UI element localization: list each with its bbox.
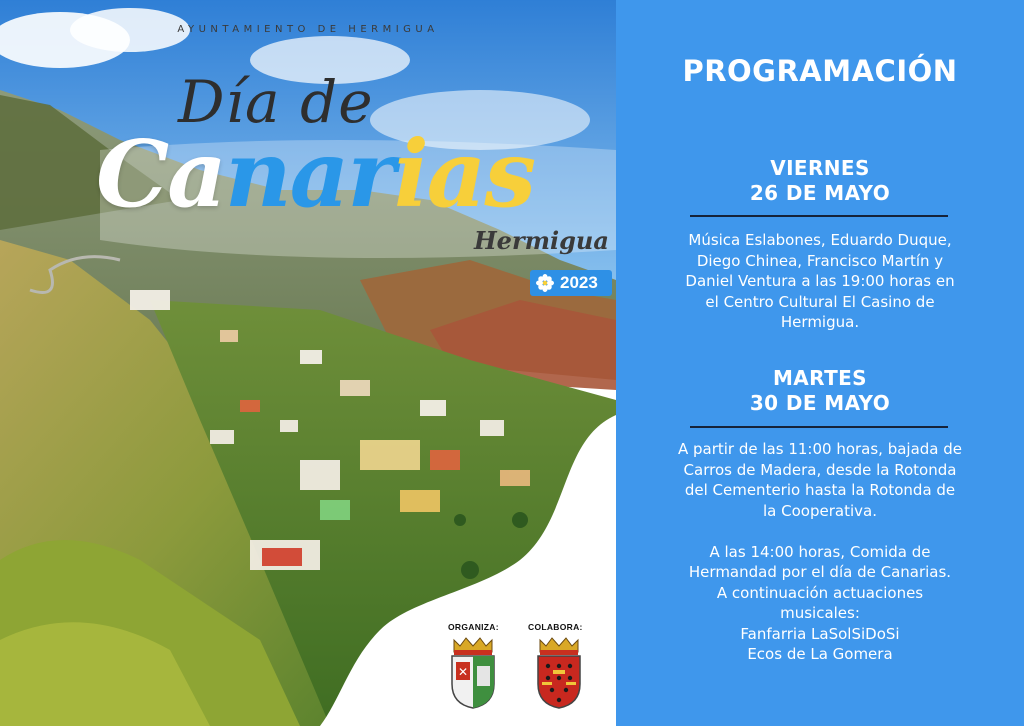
day-1-date: 26 DE MAYO — [749, 181, 891, 205]
flower-icon — [536, 274, 554, 292]
colabora-label: COLABORA: — [528, 622, 583, 632]
day-2-weekday: MARTES — [773, 366, 867, 390]
day-1-weekday: VIERNES — [770, 156, 870, 180]
svg-text:✕: ✕ — [458, 665, 469, 679]
program-title: PROGRAMACIÓN — [682, 54, 958, 88]
gomera-coat-of-arms-icon — [532, 636, 586, 710]
organiza-label: ORGANIZA: — [448, 622, 499, 632]
organizer-line: AYUNTAMIENTO DE HERMIGUA — [177, 24, 439, 35]
day-2-description: A partir de las 11:00 horas, bajada de Carros de Madera, desde la Rotonda del Cementerio hasta la Rotonda de la Cooperativa. A las 14:00 horas, Comida de Hermandad por el día de Canarias. A continuación actuaciones musicales: Fanfarria LaSolSiDoSi Ecos de La Gomera — [677, 440, 963, 663]
program-panel — [616, 0, 1024, 726]
logo-canarias — [96, 120, 535, 228]
logo-place: Hermigua — [474, 226, 609, 255]
logo-canarias-yellow: ias — [393, 120, 535, 228]
logo-canarias-blue: nar — [224, 120, 394, 228]
year-badge — [530, 270, 612, 296]
day-2-divider — [690, 426, 948, 428]
year-label: 2023 — [560, 273, 598, 292]
hermigua-coat-of-arms-icon — [446, 636, 500, 710]
day-1-divider — [690, 215, 948, 217]
day-1-description: Música Eslabones, Eduardo Duque, Diego Chinea, Francisco Martín y Daniel Ventura a las 19:00 horas en el Centro Cultural El Casino de Hermigua. — [685, 231, 955, 331]
logo-dia-de: Día de — [178, 68, 374, 136]
day-2-date: 30 DE MAYO — [749, 391, 891, 415]
logo-canarias-white: Ca — [96, 120, 225, 228]
